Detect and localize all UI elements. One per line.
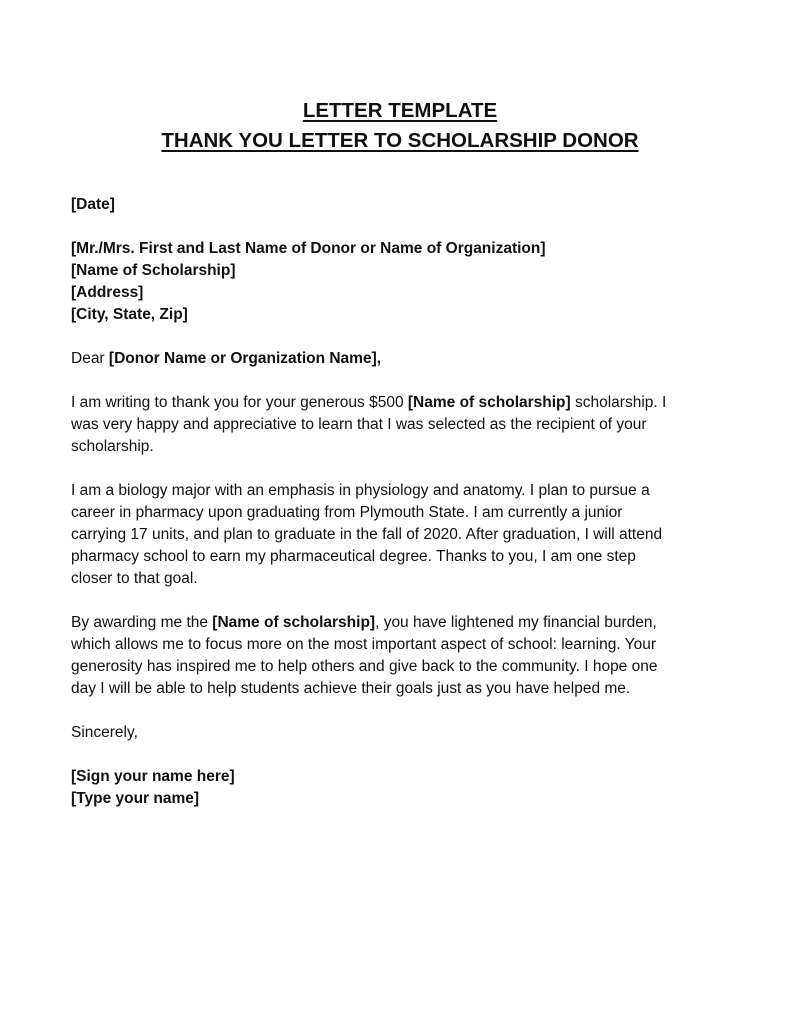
recipient-name: [Mr./Mrs. First and Last Name of Donor or Name of Organization] [71,240,546,257]
typed-name-placeholder: [Type your name] [71,790,200,807]
paragraph-line: I am a biology major with an emphasis in physiology and anatomy. I plan to pursue a [71,482,650,499]
letter-body [71,194,735,810]
paragraph-thanks [71,392,735,458]
salutation-prefix: Dear [71,350,109,367]
date-placeholder: [Date] [71,196,115,213]
document-subtitle: THANK YOU LETTER TO SCHOLARSHIP DONOR [161,129,639,152]
signature-placeholder: [Sign your name here] [71,768,235,785]
document-title: LETTER TEMPLATE [302,99,498,122]
paragraph-line: was very happy and appreciative to learn that I was selected as the recipient of your [71,416,647,433]
scholarship-name-placeholder: [Name of scholarship] [212,614,376,631]
paragraph-line: career in pharmacy upon graduating from Plymouth State. I am currently a junior [71,504,623,521]
paragraph-line: scholarship. [71,438,154,455]
paragraph-line: closer to that goal. [71,570,198,587]
paragraph-line: carrying 17 units, and plan to graduate in the fall of 2020. After graduation, I will attend [71,526,663,543]
salutation-name: [Donor Name or Organization Name], [108,350,382,367]
paragraph-line: By awarding me the [Name of scholarship], you have lightened my financial burden, [71,614,657,631]
recipient-scholarship: [Name of Scholarship] [71,262,236,279]
recipient-block [71,238,735,326]
paragraph-line: which allows me to focus more on the most important aspect of school: learning. Your [71,636,656,653]
paragraph-line: I am writing to thank you for your generous $500 [Name of scholarship] scholarship. I [71,394,667,411]
recipient-address: [Address] [71,284,144,301]
letter-header [0,96,800,156]
closing: Sincerely, [71,724,138,741]
paragraph-line: day I will be able to help students achieve their goals just as you have helped me. [71,680,631,697]
paragraph-line: pharmacy school to earn my pharmaceutical degree. Thanks to you, I am one step [71,548,636,565]
paragraph-background [71,480,735,590]
paragraph-impact [71,612,735,700]
scholarship-name-placeholder: [Name of scholarship] [407,394,571,411]
paragraph-line: generosity has inspired me to help others and give back to the community. I hope one [71,658,658,675]
salutation [71,348,735,370]
recipient-city-state-zip: [City, State, Zip] [71,306,188,323]
